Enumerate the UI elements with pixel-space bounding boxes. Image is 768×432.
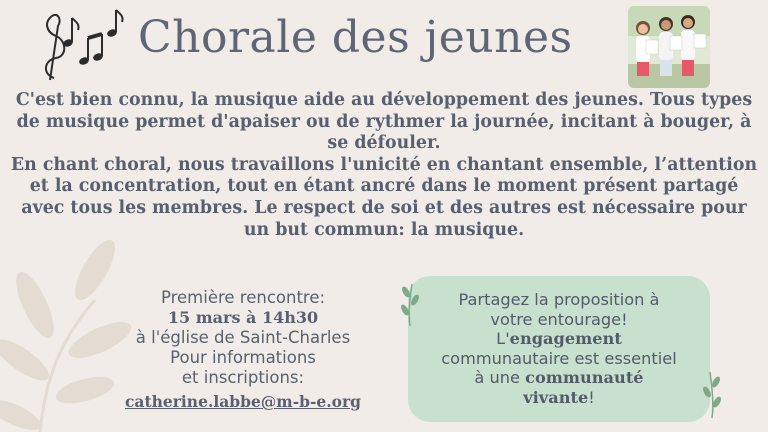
meeting-date: 15 mars à 14h30 (167, 308, 319, 327)
engagement-word: engagement (509, 329, 622, 348)
share-prefix: L' (496, 329, 510, 348)
contact-email-link[interactable]: catherine.labbe@m-b-e.org (124, 392, 362, 411)
meeting-place: à l'église de Saint-Charles (135, 328, 351, 347)
share-line-5 (418, 368, 700, 388)
share-line-3 (418, 329, 700, 349)
intro-paragraph-1: C'est bien connu, la musique aide au développement des jeunes. Tous types de musique permet d'apaiser ou de rythmer la journée, incitant à bouger, à se défouler. (15, 90, 753, 154)
info-line-1: Pour informations (170, 348, 316, 367)
info-line-2: et inscriptions: (181, 368, 305, 387)
page-title: Chorale des jeunes (138, 12, 573, 63)
share-suffix: ! (588, 387, 595, 407)
choir-photo (628, 6, 710, 88)
vivante-word: vivante (523, 387, 589, 407)
music-notes-icon (36, 4, 126, 82)
share-line-6 (418, 388, 700, 408)
communaute-word: communauté (525, 368, 644, 387)
share-line-2: votre entourage! (490, 309, 628, 329)
share-box (408, 276, 710, 422)
intro-text (8, 90, 760, 241)
intro-paragraph-2: En chant choral, nous travaillons l'unicité en chantant ensemble, l’attention et la concentration, tout en étant ancré dans le moment présent partagé avec tous les membres. Le respect de soi et des autres est nécessaire pour un but commun: la musique. (10, 154, 758, 240)
share-line-1: Partagez la proposition à (458, 290, 660, 309)
share-text (418, 290, 700, 407)
sprig-decoration (702, 370, 724, 420)
sprig-decoration (398, 282, 420, 328)
meeting-label: Première rencontre: (160, 288, 326, 307)
share-line-5-prefix: à une (474, 368, 526, 387)
meeting-info (98, 288, 388, 412)
share-line-4: communautaire est essentiel (441, 348, 677, 368)
